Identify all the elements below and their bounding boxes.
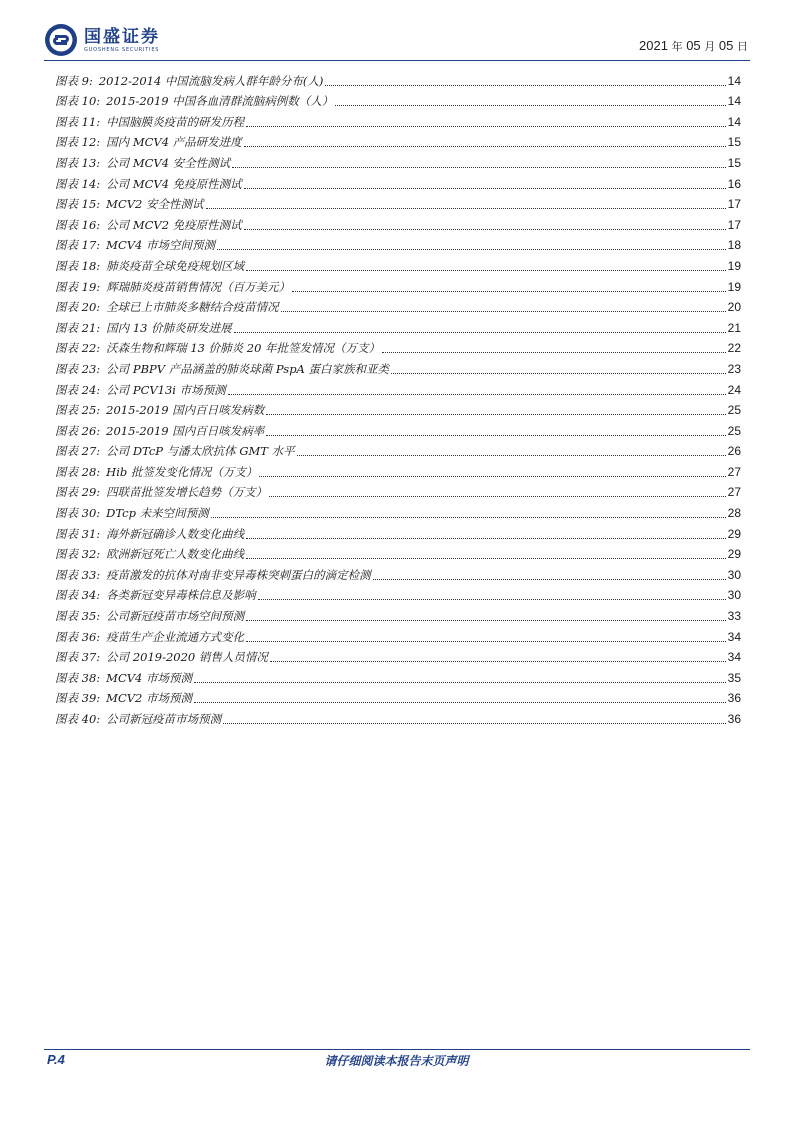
toc-entry[interactable] — [55, 665, 741, 686]
toc-entry-label: 图表 13: — [55, 155, 101, 170]
toc-entry[interactable] — [55, 295, 741, 316]
toc-entry[interactable] — [55, 233, 741, 254]
toc-dot-leader — [373, 579, 726, 580]
toc-entry-label: 图表 36: — [55, 629, 101, 644]
toc-entry-label: 图表 31: — [55, 526, 101, 541]
toc-entry-page: 30 — [727, 588, 741, 603]
toc-entry[interactable] — [55, 89, 741, 110]
toc-entry[interactable] — [55, 542, 741, 563]
toc-entry[interactable] — [55, 645, 741, 666]
toc-entry[interactable] — [55, 253, 741, 274]
toc-entry-label: 图表 16: — [55, 217, 101, 232]
toc-entry[interactable] — [55, 336, 741, 357]
toc-dot-leader — [297, 455, 726, 456]
toc-dot-leader — [194, 682, 726, 683]
page-number: P.4 — [47, 1052, 65, 1067]
toc-entry-label: 图表 12: — [55, 135, 101, 150]
toc-entry-page: 28 — [727, 506, 741, 521]
toc-entry-label: 图表 28: — [55, 464, 101, 479]
toc-entry-title: 四联苗批签发增长趋势（万支） — [106, 485, 268, 500]
toc-entry-title: 公司新冠疫苗市场空间预测 — [106, 609, 245, 624]
toc-entry-page: 35 — [727, 670, 741, 685]
toc-entry-page: 14 — [727, 114, 741, 129]
toc-dot-leader — [228, 394, 726, 395]
toc-dot-leader — [244, 188, 726, 189]
toc-entry[interactable] — [55, 459, 741, 480]
toc-dot-leader — [266, 414, 725, 415]
toc-entry-title: 欧洲新冠死亡人数变化曲线 — [106, 547, 245, 562]
date-day-unit: 日 — [737, 41, 748, 53]
toc-entry[interactable] — [55, 418, 741, 439]
toc-entry[interactable] — [55, 706, 741, 727]
toc-entry-page: 14 — [727, 73, 741, 88]
report-date — [639, 38, 748, 54]
toc-dot-leader — [325, 85, 725, 86]
toc-entry-page: 16 — [727, 176, 741, 191]
toc-entry-title: 2012-2014 中国流脑发病人群年龄分布(人) — [98, 73, 324, 88]
toc-entry-title: MCV4 市场预测 — [106, 670, 193, 685]
toc-dot-leader — [281, 311, 726, 312]
toc-entry-label: 图表 21: — [55, 320, 101, 335]
toc-entry-label: 图表 27: — [55, 444, 101, 459]
toc-entry[interactable] — [55, 624, 741, 645]
toc-entry-page: 15 — [727, 135, 741, 150]
toc-dot-leader — [246, 620, 725, 621]
toc-entry-page: 17 — [727, 197, 741, 212]
toc-entry-title: 疫苗生产企业流通方式变化 — [106, 629, 245, 644]
toc-dot-leader — [269, 496, 725, 497]
page-header — [44, 22, 750, 64]
toc-entry-label: 图表 22: — [55, 341, 101, 356]
toc-entry-title: 辉瑞肺炎疫苗销售情况（百万美元） — [106, 279, 291, 294]
toc-entry[interactable] — [55, 150, 741, 171]
toc-entry-page: 36 — [727, 691, 741, 706]
toc-entry-page: 23 — [727, 361, 741, 376]
toc-entry-label: 图表 37: — [55, 650, 101, 665]
toc-dot-leader — [246, 270, 725, 271]
toc-entry-title: 公司新冠疫苗市场预测 — [106, 712, 222, 726]
toc-dot-leader — [270, 661, 726, 662]
toc-entry-page: 34 — [727, 650, 741, 665]
toc-dot-leader — [258, 599, 726, 600]
toc-entry-title: 公司 MCV4 安全性测试 — [106, 155, 231, 170]
toc-dot-leader — [246, 126, 725, 127]
toc-entry[interactable] — [55, 377, 741, 398]
toc-entry[interactable] — [55, 192, 741, 213]
toc-entry-page: 29 — [727, 547, 741, 562]
toc-entry[interactable] — [55, 562, 741, 583]
toc-entry-title: 各类新冠变异毒株信息及影响 — [106, 588, 256, 603]
toc-entry-page: 17 — [727, 217, 741, 232]
toc-entry-label: 图表 24: — [55, 382, 101, 397]
toc-dot-leader — [335, 105, 725, 106]
date-month: 05 — [686, 38, 701, 53]
toc-entry-label: 图表 39: — [55, 691, 101, 706]
toc-entry-title: 疫苗激发的抗体对南非变异毒株突刺蛋白的滴定检测 — [106, 567, 371, 582]
toc-entry-title: 海外新冠确诊人数变化曲线 — [106, 526, 245, 541]
toc-dot-leader — [391, 373, 726, 374]
toc-entry[interactable] — [55, 274, 741, 295]
date-day: 05 — [718, 38, 734, 53]
toc-entry-label: 图表 9: — [55, 73, 93, 88]
toc-entry-label: 图表 30: — [55, 506, 101, 521]
toc-entry-label: 图表 23: — [55, 361, 101, 376]
toc-entry-label: 图表 20: — [55, 300, 101, 315]
toc-entry-page: 24 — [727, 382, 741, 397]
toc-entry[interactable] — [55, 521, 741, 542]
toc-entry-label: 图表 14: — [55, 176, 101, 191]
toc-entry-title: 沃森生物和辉瑞 13 价肺炎 20 年批签发情况（万支） — [106, 341, 381, 356]
toc-entry[interactable] — [55, 130, 741, 151]
toc-entry-page: 21 — [727, 320, 741, 335]
toc-entry-label: 图表 38: — [55, 670, 101, 685]
date-year-unit: 年 — [671, 41, 683, 53]
toc-entry-title: 2015-2019 国内百日咳发病数 — [106, 403, 265, 418]
toc-entry-page: 19 — [727, 258, 741, 273]
toc-dot-leader — [234, 332, 726, 333]
toc-entry-page: 36 — [727, 712, 741, 726]
toc-entry-title: 全球已上市肺炎多糖结合疫苗情况 — [106, 300, 279, 315]
toc-entry-page: 20 — [727, 300, 741, 315]
toc-dot-leader — [266, 435, 725, 436]
toc-dot-leader — [232, 167, 725, 168]
toc-dot-leader — [211, 517, 726, 518]
toc-entry-title: 公司 MCV4 免疫原性测试 — [106, 176, 242, 191]
guosheng-logo-icon — [44, 23, 78, 57]
toc-entry-label: 图表 19: — [55, 279, 101, 294]
toc-dot-leader — [244, 229, 726, 230]
toc-dot-leader — [382, 352, 726, 353]
logo-name-cn: 国盛证券 — [84, 26, 160, 47]
toc-entry-page: 26 — [727, 444, 741, 459]
toc-entry-title: Hib 批签发变化情况（万支） — [106, 464, 258, 479]
date-month-unit: 月 — [704, 41, 716, 53]
toc-dot-leader — [292, 291, 725, 292]
toc-entry-page: 25 — [727, 403, 741, 418]
toc-entry-page: 15 — [727, 155, 741, 170]
toc-entry-title: 2015-2019 中国各血清群流脑病例数（人） — [106, 94, 334, 109]
toc-entry-title: 公司 PBPV 产品涵盖的肺炎球菌 PspA 蛋白家族和亚类 — [106, 361, 390, 376]
toc-entry-label: 图表 40: — [55, 712, 101, 726]
toc-entry-page: 33 — [727, 609, 741, 624]
toc-entry-title: 国内 13 价肺炎研发进展 — [106, 320, 232, 335]
toc-entry-label: 图表 26: — [55, 423, 101, 438]
toc-entry[interactable] — [55, 603, 741, 624]
toc-entry-page: 30 — [727, 567, 741, 582]
toc-entry[interactable] — [55, 212, 741, 233]
toc-entry[interactable] — [55, 315, 741, 336]
toc-entry-page: 34 — [727, 629, 741, 644]
toc-entry-label: 图表 34: — [55, 588, 101, 603]
toc-entry-label: 图表 15: — [55, 197, 101, 212]
toc-entry-label: 图表 17: — [55, 238, 101, 253]
header-divider — [44, 60, 750, 61]
toc-entry-label: 图表 35: — [55, 609, 101, 624]
toc-dot-leader — [246, 538, 725, 539]
toc-dot-leader — [244, 146, 726, 147]
date-year: 2021 — [639, 38, 668, 53]
toc-entry[interactable] — [55, 68, 741, 89]
toc-dot-leader — [194, 702, 726, 703]
toc-dot-leader — [246, 641, 725, 642]
toc-entry-title: 公司 PCV13i 市场预测 — [106, 382, 226, 397]
toc-dot-leader — [259, 476, 725, 477]
toc-entry-title: MCV2 市场预测 — [106, 691, 193, 706]
toc-entry-title: MCV4 市场空间预测 — [106, 238, 216, 253]
toc-entry-page: 25 — [727, 423, 741, 438]
toc-entry[interactable] — [55, 356, 741, 377]
toc-entry[interactable] — [55, 500, 741, 521]
figure-index-list — [55, 68, 741, 727]
toc-entry-page: 29 — [727, 526, 741, 541]
toc-entry-title: MCV2 安全性测试 — [106, 197, 204, 212]
toc-entry[interactable] — [55, 439, 741, 460]
footer-disclaimer: 请仔细阅读本报告末页声明 — [324, 1054, 469, 1068]
toc-dot-leader — [206, 208, 726, 209]
logo-name-en: GUOSHENG SECURITIES — [84, 46, 160, 53]
footer-divider — [44, 1049, 750, 1050]
toc-entry-label: 图表 18: — [55, 258, 101, 273]
toc-entry[interactable] — [55, 686, 741, 707]
toc-entry-title: 公司 2019-2020 销售人员情况 — [106, 650, 268, 665]
company-logo — [44, 22, 160, 58]
toc-entry-title: 公司 MCV2 免疫原性测试 — [106, 217, 242, 232]
toc-entry-title: 国内 MCV4 产品研发进度 — [106, 135, 242, 150]
toc-entry-label: 图表 33: — [55, 567, 101, 582]
toc-entry-label: 图表 10: — [55, 94, 101, 109]
toc-dot-leader — [223, 723, 725, 724]
toc-entry-title: 公司 DTcP 与潘太欣抗体 GMT 水平 — [106, 444, 295, 459]
toc-entry-title: 肺炎疫苗全球免疫规划区域 — [106, 258, 245, 273]
toc-dot-leader — [246, 558, 725, 559]
toc-dot-leader — [217, 249, 726, 250]
toc-entry-page: 27 — [727, 464, 741, 479]
toc-entry-label: 图表 11: — [55, 114, 101, 129]
toc-entry-page: 22 — [727, 341, 741, 356]
toc-entry[interactable] — [55, 583, 741, 604]
toc-entry-page: 18 — [727, 238, 741, 253]
toc-entry-page: 19 — [727, 279, 741, 294]
toc-entry[interactable] — [55, 398, 741, 419]
toc-entry-title: 中国脑膜炎疫苗的研发历程 — [106, 114, 245, 129]
toc-entry-page: 27 — [727, 485, 741, 500]
toc-entry-title: DTcp 未来空间预测 — [106, 506, 209, 521]
toc-entry[interactable] — [55, 480, 741, 501]
toc-entry[interactable] — [55, 109, 741, 130]
toc-entry-page: 14 — [727, 94, 741, 109]
toc-entry[interactable] — [55, 171, 741, 192]
toc-entry-label: 图表 29: — [55, 485, 101, 500]
toc-entry-label: 图表 25: — [55, 403, 101, 418]
toc-entry-title: 2015-2019 国内百日咳发病率 — [106, 423, 265, 438]
toc-entry-label: 图表 32: — [55, 547, 101, 562]
